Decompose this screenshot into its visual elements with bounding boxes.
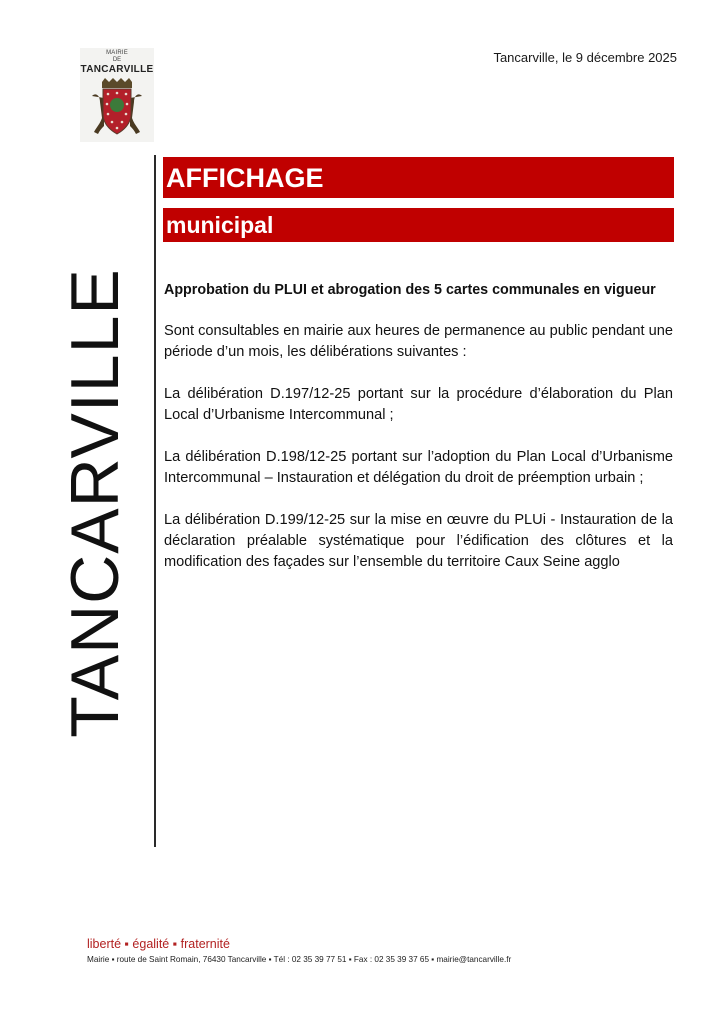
notice-body	[164, 280, 673, 594]
deliberation-item: La délibération D.199/12-25 sur la mise en œuvre du PLUi - Instauration de la déclaration préalable systématique pour l’édification des clôtures et la modification des façades sur l’ensemble du territoire Caux Seine agglo	[164, 512, 673, 570]
coat-of-arms-icon	[90, 78, 144, 138]
footer-address: Mairie ▪ route de Saint Romain, 76430 Tancarville ▪ Tél : 02 35 39 77 51 ▪ Fax : 02 35 39 37 65 ▪ mairie@tancarville.fr	[87, 955, 512, 964]
logo-line-de: DE	[112, 57, 122, 63]
footer-motto: liberté ▪ égalité ▪ fraternité	[87, 937, 230, 951]
logo-line-tancarville: TANCARVILLE	[80, 64, 154, 75]
vertical-town-title: TANCARVILLE	[57, 268, 133, 738]
deliberation-item: La délibération D.198/12-25 portant sur l’adoption du Plan Local d’Urbanisme Intercommunal – Instauration et délégation du droit de préemption urbain ;	[164, 449, 673, 486]
notice-heading: Approbation du PLUI et abrogation des 5 cartes communales en vigueur	[164, 282, 656, 298]
banner-title: AFFICHAGE	[163, 157, 674, 198]
vertical-divider	[154, 155, 156, 847]
notice-intro: Sont consultables en mairie aux heures de permanence au public pendant une période d’un mois, les délibérations suivantes :	[164, 323, 673, 360]
document-date: Tancarville, le 9 décembre 2025	[493, 50, 677, 65]
logo-line-mairie: MAIRIE	[106, 50, 128, 56]
banner-subtitle: municipal	[163, 208, 674, 242]
deliberation-item: La délibération D.197/12-25 portant sur la procédure d’élaboration du Plan Local d’Urbanisme Intercommunal ;	[164, 386, 673, 423]
mairie-logo	[80, 48, 154, 142]
